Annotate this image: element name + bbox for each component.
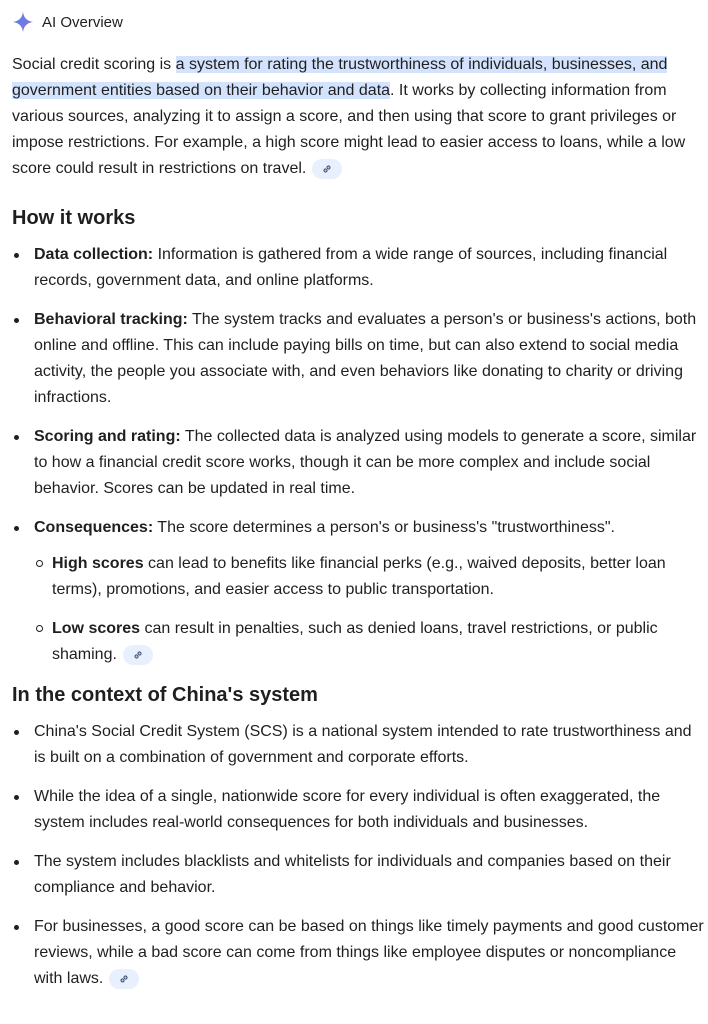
sublist-item (34, 551, 704, 603)
list-item (12, 849, 704, 901)
item-term: Behavioral tracking: (34, 311, 188, 328)
item-text: The collected data is analyzed using models to generate a score, similar to how a financial credit score works, though it can be more complex and include social behavior. Scores can be updated in real time. (34, 428, 697, 497)
subitem-text: can result in penalties, such as denied loans, travel restrictions, or public shaming. (52, 620, 658, 663)
list-item (12, 914, 704, 992)
item-text: The system tracks and evaluates a person's or business's actions, both online and offline. This can include paying bills on time, but can also extend to social media activity, the people you associate with, and even behaviors like donating to charity or driving infractions. (34, 311, 697, 406)
section-heading-china-context: In the context of China's system (12, 684, 318, 706)
intro-text-start: Social credit scoring is (12, 56, 176, 73)
item-term: Scoring and rating: (34, 428, 181, 445)
item-term: Data collection: (34, 246, 154, 263)
how-it-works-list (12, 242, 704, 668)
ai-spark-icon (12, 11, 34, 33)
item-term: Consequences: (34, 519, 154, 536)
item-text: Information is gathered from a wide range of sources, including financial records, government data, and online platforms. (34, 246, 668, 289)
intro-paragraph (12, 52, 702, 182)
item-text: The system includes blacklists and whitelists for individuals and companies based on their compliance and behavior. (34, 853, 671, 896)
item-text: China's Social Credit System (SCS) is a national system intended to rate trustworthiness and is built on a combination of government and corporate efforts. (34, 723, 692, 766)
link-icon (132, 649, 144, 661)
consequences-sublist (34, 551, 704, 668)
list-item (12, 307, 704, 411)
item-text: For businesses, a good score can be based on things like timely payments and good customer reviews, while a bad score can come from things like employee disputes or noncompliance with laws. (34, 918, 704, 987)
link-icon (118, 973, 130, 985)
ai-overview-header (12, 0, 708, 44)
list-item (12, 784, 704, 836)
citation-link-button[interactable] (123, 645, 153, 665)
sublist-item (34, 616, 704, 668)
subitem-term: Low scores (52, 620, 141, 637)
intro-highlight[interactable]: a system for rating the trustworthiness of individuals, businesses, and government entities based on their behavior and data (12, 56, 668, 99)
intro-text-end: . It works by collecting information from various sources, analyzing it to assign a score, and then using that score to grant privileges or impose restrictions. For example, a high score might lead to easier access to loans, while a low score could result in restrictions on travel. (12, 82, 686, 177)
ai-overview-title: AI Overview (42, 13, 123, 31)
list-item (12, 515, 704, 668)
section-heading-how-it-works: How it works (12, 207, 136, 229)
item-text: While the idea of a single, nationwide score for every individual is often exaggerated, the system includes real-world consequences for both individuals and businesses. (34, 788, 661, 831)
subitem-text: can lead to benefits like financial perks (e.g., waived deposits, better loan terms), promotions, and easier access to public transportation. (52, 555, 666, 598)
citation-link-button[interactable] (109, 969, 139, 989)
citation-link-button[interactable] (312, 159, 342, 179)
list-item (12, 242, 704, 294)
link-icon (321, 163, 333, 175)
item-text: The score determines a person's or business's "trustworthiness". (153, 519, 615, 536)
china-context-list (12, 719, 704, 992)
list-item (12, 424, 704, 502)
list-item (12, 719, 704, 771)
subitem-term: High scores (52, 555, 144, 572)
